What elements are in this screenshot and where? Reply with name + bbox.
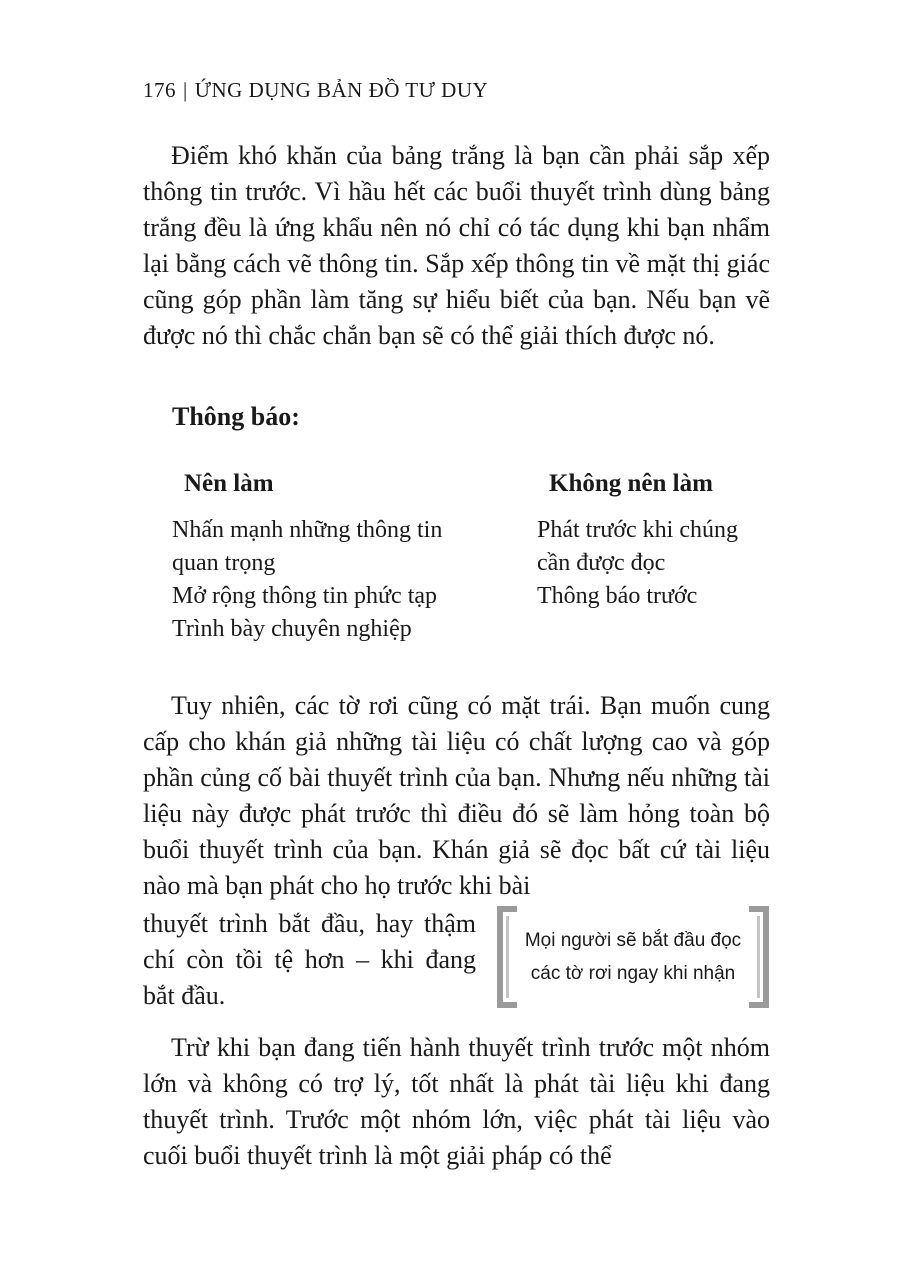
header-separator: | (183, 78, 188, 102)
dos-list (172, 514, 482, 646)
list-item: Mở rộng thông tin phức tạp (172, 583, 438, 609)
book-title: ỨNG DỤNG BẢN ĐỒ TƯ DUY (194, 78, 489, 102)
list-item: Trình bày chuyên nghiệp (172, 616, 412, 642)
donts-list (537, 514, 767, 613)
paragraph-handouts (143, 688, 770, 904)
list-item: Phát trước khi chúng cần được đọc (537, 517, 738, 576)
section-heading: Thông báo: (172, 402, 300, 431)
list-item: Thông báo trước (537, 583, 698, 609)
paragraph-1-text: Điểm khó khăn của bảng trắng là bạn cần phải sắp xếp thông tin trước. Vì hầu hết các buổi thuyết trình dùng bảng trắng đều là ứng khẩu nên nó chỉ có tác dụng khi bạn nhẩm lại bằng cách vẽ thông tin. Sắp xếp thông tin về mặt thị giác cũng góp phần làm tăng sự hiểu biết của bạn. Nếu bạn vẽ được nó thì chắc chắn bạn sẽ có thể giải thích được nó. (143, 141, 770, 350)
paragraph-2-text: Tuy nhiên, các tờ rơi cũng có mặt trái. Bạn muốn cung cấp cho khán giả những tài liệu có chất lượng cao và góp phần củng cố bài thuyết trình của bạn. Nhưng nếu những tài liệu này được phát trước thì điều đó sẽ làm hỏng toàn bộ buổi thuyết trình của bạn. Khán giả sẽ đọc bất cứ tài liệu nào mà bạn phát cho họ trước khi bài (143, 691, 770, 900)
paragraph-3-text: Trừ khi bạn đang tiến hành thuyết trình trước một nhóm lớn và không có trợ lý, tốt nhất là phát tài liệu khi đang thuyết trình. Trước một nhóm lớn, việc phát tài liệu vào cuối buổi thuyết trình là một giải pháp có thể (143, 1033, 770, 1170)
dos-heading: Nên làm (184, 470, 274, 497)
running-header (143, 78, 488, 103)
pull-quote-left-bracket (497, 906, 517, 1008)
pull-quote-line: các tờ rơi ngay khi nhận (530, 963, 736, 984)
pull-quote-right-bracket (749, 906, 769, 1008)
pull-quote-text (517, 924, 749, 990)
donts-heading: Không nên làm (549, 470, 713, 497)
pull-quote (497, 906, 769, 1008)
paragraph-large-group (143, 1030, 770, 1174)
page-number: 176 (143, 78, 176, 102)
paragraph-whiteboard (143, 138, 770, 354)
paragraph-handouts-continued: thuyết trình bắt đầu, hay thậm chí còn tồi tệ hơn – khi đang bắt đầu. (143, 909, 476, 1010)
list-item: Nhấn mạnh những thông tin quan trọng (172, 517, 443, 576)
pull-quote-line: Mọi người sẽ bắt đầu đọc (524, 930, 742, 951)
